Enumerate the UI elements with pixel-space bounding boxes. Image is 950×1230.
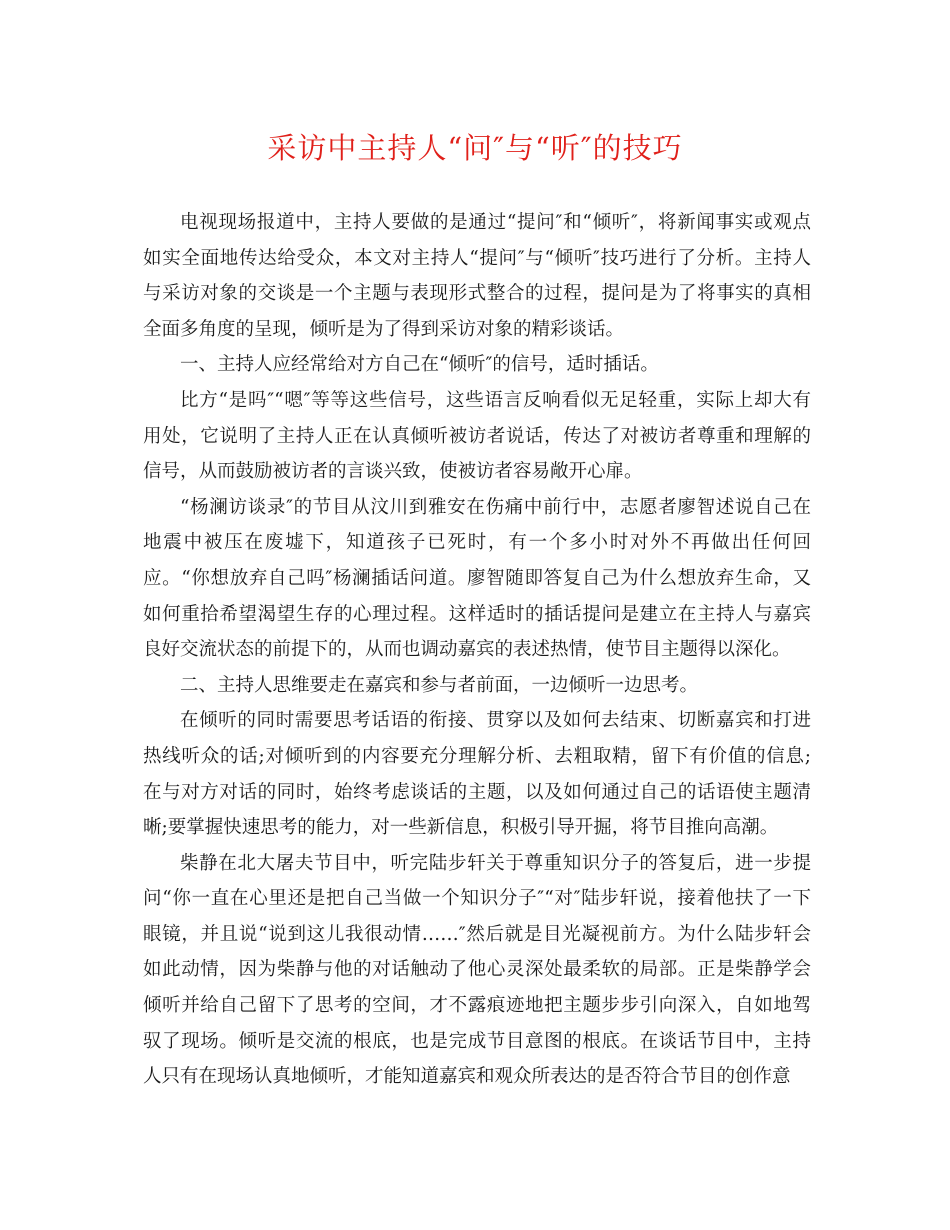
text-line: 在与对方对话的同时，始终考虑谈话的主题，以及如何通过自己的话语使主题清 (143, 781, 811, 803)
paragraph (143, 703, 811, 845)
text-line: 热线听众的话;对倾听到的内容要充分理解分析、去粗取精，留下有价值的信息; (143, 745, 811, 767)
text-line: 驭了现场。倾听是交流的根底，也是完成节目意图的根底。在谈话节目中，主持 (143, 1030, 811, 1052)
text-line: 晰;要掌握快速思考的能力，对一些新信息，积极引导开掘，将节目推向高潮。 (143, 817, 779, 839)
document-body (143, 205, 811, 1095)
text-line: 倾听并给自己留下了思考的空间，才不露痕迹地把主题步步引向深入，自如地驾 (143, 995, 811, 1017)
text-line: 应。“你想放弃自己吗″杨澜插话问道。廖智随即答复自己为什么想放弃生命，又 (143, 567, 811, 589)
section-heading (143, 347, 811, 383)
text-line: 电视现场报道中，主持人要做的是通过“提问″和“倾听″，将新闻事实或观点 (180, 212, 811, 233)
document-title: 采访中主持人“问″与“听″的技巧 (267, 131, 683, 165)
text-line: 一、主持人应经常给对方自己在“倾听″的信号，适时插话。 (180, 354, 659, 376)
text-line: 如实全面地传达给受众，本文对主持人“提问″与“倾听″技巧进行了分析。主持人 (143, 247, 811, 269)
text-line: “杨澜访谈录″的节目从汶川到雅安在伤痛中前行中，志愿者廖智述说自己在 (180, 496, 811, 518)
paragraph (143, 846, 811, 1095)
text-line: 良好交流状态的前提下的，从而也调动嘉宾的表述热情，使节目主题得以深化。 (143, 639, 791, 661)
text-line: 眼镜，并且说“说到这儿我很动情……″然后就是目光凝视前方。为什么陆步轩会 (143, 923, 811, 945)
text-line: 人只有在现场认真地倾听，才能知道嘉宾和观众所表达的是否符合节目的创作意 (143, 1066, 791, 1088)
text-line: 二、主持人思维要走在嘉宾和参与者前面，一边倾听一边思考。 (180, 674, 699, 696)
text-line: 柴静在北大屠夫节目中，听完陆步轩关于尊重知识分子的答复后，进一步提 (180, 852, 811, 874)
text-line: 用处，它说明了主持人正在认真倾听被访者说话，传达了对被访者尊重和理解的 (143, 425, 811, 447)
text-line: 地震中被压在废墟下，知道孩子已死时，有一个多小时对外不再做出任何回 (143, 532, 811, 554)
text-line: 信号，从而鼓励被访者的言谈兴致，使被访者容易敞开心扉。 (143, 461, 643, 483)
text-line: 全面多角度的呈现，倾听是为了得到采访对象的精彩谈话。 (143, 318, 625, 340)
text-line: 问“你一直在心里还是把自己当做一个知识分子″“对″陆步轩说，接着他扶了一下 (143, 888, 811, 910)
paragraph (143, 205, 811, 347)
section-heading (143, 668, 811, 704)
text-line: 比方“是吗″“嗯″等等这些信号，这些语言反响看似无足轻重，实际上却大有 (180, 389, 811, 411)
paragraph (143, 383, 811, 490)
text-line: 如何重拾希望渴望生存的心理过程。这样适时的插话提问是建立在主持人与嘉宾 (143, 603, 811, 625)
text-line: 如此动情，因为柴静与他的对话触动了他心灵深处最柔软的局部。正是柴静学会 (143, 959, 811, 981)
paragraph (143, 490, 811, 668)
text-line: 在倾听的同时需要思考话语的衔接、贯穿以及如何去结束、切断嘉宾和打进 (180, 710, 811, 732)
text-line: 与采访对象的交谈是一个主题与表现形式整合的过程，提问是为了将事实的真相 (143, 283, 811, 305)
